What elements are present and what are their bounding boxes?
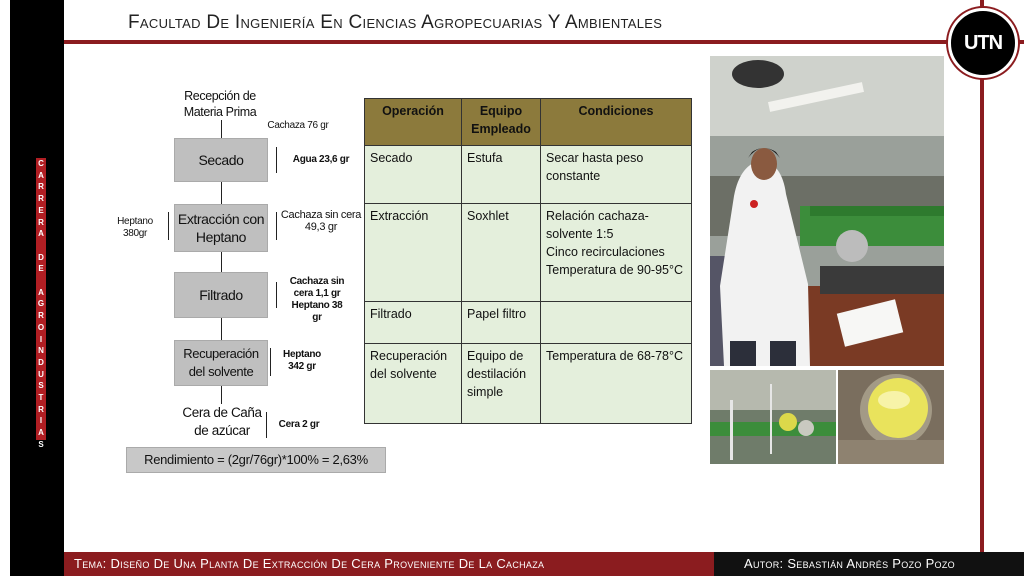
badge-letter: T	[38, 393, 44, 403]
table-cell	[541, 302, 692, 344]
yield-box: Rendimiento = (2gr/76gr)*100% = 2,63%	[126, 447, 386, 473]
product-label: Cera de Caña de azúcar	[182, 405, 262, 438]
badge-letter	[36, 240, 46, 252]
badge-letter: A	[38, 428, 44, 438]
badge-letter: C	[38, 159, 44, 168]
table-row	[365, 146, 692, 204]
badge-letter: A	[38, 170, 44, 180]
header-condiciones: Condiciones	[541, 99, 692, 146]
table-row	[365, 204, 692, 302]
filtrado-output-label: Cachaza sin cera 1,1 gr Heptano 38 gr	[289, 276, 345, 323]
badge-letter: S	[38, 381, 44, 391]
badge-letter: N	[38, 346, 44, 356]
badge-letter: G	[37, 299, 45, 309]
flow-connector	[221, 120, 222, 138]
badge-letter: I	[39, 416, 43, 426]
table-cell: Papel filtro	[462, 302, 541, 344]
table-cell: Recuperación del solvente	[365, 344, 462, 424]
table-header-row	[365, 99, 692, 146]
badge-letter	[36, 275, 46, 287]
lab-photo-glassware	[710, 370, 836, 464]
badge-letter: A	[38, 287, 44, 297]
flow-connector	[221, 386, 222, 404]
badge-letter: E	[38, 205, 44, 215]
header-divider	[64, 40, 1024, 44]
badge-letter: A	[38, 229, 44, 239]
table-cell: Secar hasta peso constante	[541, 146, 692, 204]
step-extraccion: Extracción con Heptano	[174, 204, 268, 252]
wax-flask-photo	[838, 370, 944, 464]
table-cell: Extracción	[365, 204, 462, 302]
step-secado: Secado	[174, 138, 268, 182]
badge-letter: R	[38, 404, 44, 414]
table-cell: Secado	[365, 146, 462, 204]
reception-label: Recepción de Materia Prima	[183, 89, 257, 119]
badge-letter: R	[38, 217, 44, 227]
table-cell: Temperatura de 68-78°C	[541, 344, 692, 424]
badge-letter: O	[37, 322, 45, 332]
table-row	[365, 302, 692, 344]
utn-logo: UTN	[948, 8, 1018, 78]
input-cachaza-label: Cachaza 76 gr	[267, 120, 329, 131]
footer-author: Autor: Sebastián Andrés Pozo Pozo	[714, 552, 1024, 576]
table-row	[365, 344, 692, 424]
right-divider	[980, 0, 984, 552]
extraccion-input-label: Heptano 380gr	[117, 216, 153, 239]
badge-letter: U	[38, 369, 44, 379]
table-cell: Equipo de destilación simple	[462, 344, 541, 424]
recuperacion-output-label: Heptano 342 gr	[283, 349, 321, 372]
table-cell: Filtrado	[365, 302, 462, 344]
table-cell: Soxhlet	[462, 204, 541, 302]
flow-connector	[221, 318, 222, 340]
header-equipo: Equipo Empleado	[462, 99, 541, 146]
lab-photo-main	[710, 56, 944, 366]
badge-letter: R	[38, 194, 44, 204]
career-vertical-badge	[36, 158, 46, 449]
secado-output-label: Agua 23,6 gr	[292, 154, 350, 165]
badge-letter: I	[39, 334, 43, 344]
extraccion-output-label: Cachaza sin cera 49,3 gr	[280, 209, 362, 233]
badge-letter: D	[38, 252, 44, 262]
badge-letter: R	[38, 311, 44, 321]
badge-letter: D	[38, 357, 44, 367]
footer-topic: Tema: Diseño De Una Planta De Extracción De Cera Proveniente De La Cachaza	[64, 552, 714, 576]
left-edge	[0, 0, 10, 576]
flow-connector	[221, 182, 222, 204]
header-operacion: Operación	[365, 99, 462, 146]
badge-letter: S	[38, 439, 44, 449]
badge-letter: R	[38, 182, 44, 192]
badge-letter: E	[38, 264, 44, 274]
operations-table	[364, 98, 692, 424]
product-output-label: Cera 2 gr	[278, 419, 320, 430]
table-cell: Estufa	[462, 146, 541, 204]
step-filtrado: Filtrado	[174, 272, 268, 318]
step-recuperacion: Recuperación del solvente	[174, 340, 268, 386]
flow-connector	[221, 252, 222, 272]
input-bracket	[158, 212, 169, 240]
faculty-title: Facultad De Ingeniería En Ciencias Agropecuarias Y Ambientales	[128, 12, 663, 33]
table-cell: Relación cachaza-solvente 1:5 Cinco recirculaciones Temperatura de 90-95°C	[541, 204, 692, 302]
